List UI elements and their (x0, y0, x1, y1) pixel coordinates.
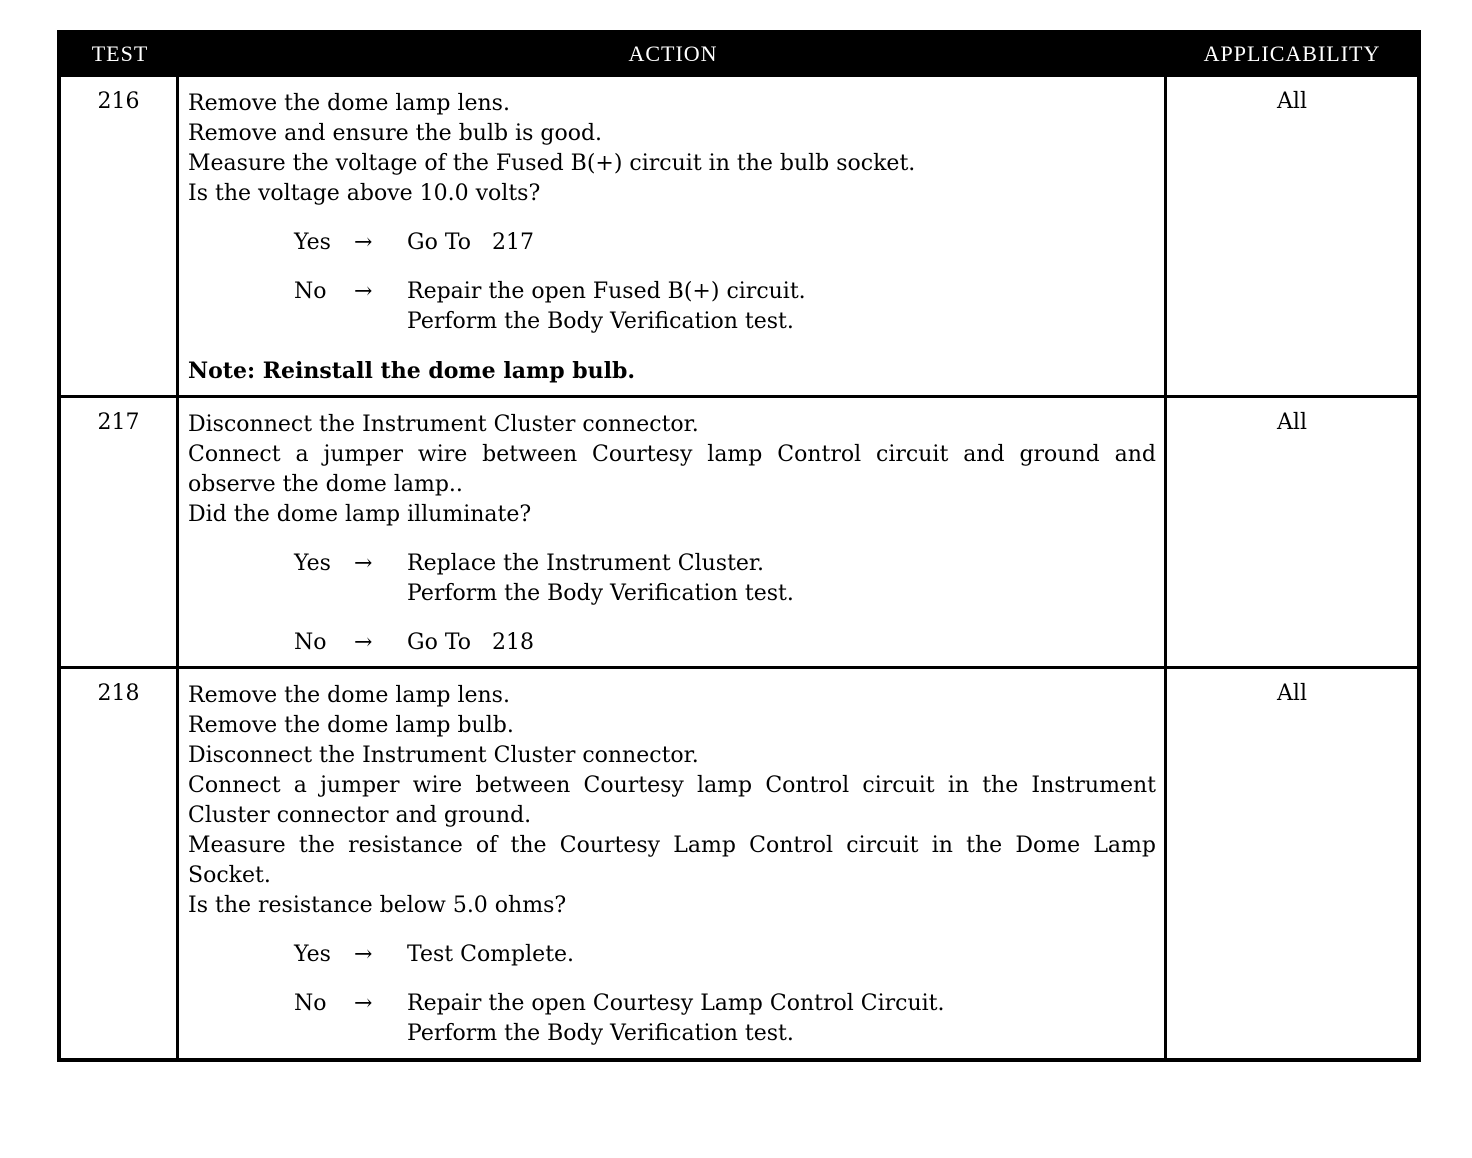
result-line: Go To 218 (407, 630, 534, 655)
yes-label: Yes (294, 551, 331, 576)
result-line: Replace the Instrument Cluster. (407, 551, 765, 576)
yes-result (407, 228, 1156, 258)
applicability-value: All (1277, 681, 1307, 706)
action-line: Disconnect the Instrument Cluster connector. (188, 412, 699, 437)
result-line: Perform the Body Verification test. (407, 309, 794, 334)
arrow-icon: → (354, 279, 373, 304)
no-label: No (294, 279, 327, 304)
action-line: Remove the dome lamp bulb. (188, 713, 514, 738)
arrow-icon: → (354, 630, 373, 655)
no-result (407, 628, 1156, 658)
test-number: 218 (61, 669, 179, 1058)
action-cell (179, 77, 1167, 395)
yes-branch (188, 549, 1156, 609)
test-number: 217 (61, 398, 179, 666)
table-row (61, 666, 1417, 1058)
action-cell (179, 398, 1167, 666)
no-branch (188, 989, 1156, 1049)
arrow-icon: → (354, 551, 373, 576)
header-applicability: APPLICABILITY (1203, 41, 1381, 66)
action-line: Is the resistance below 5.0 ohms? (188, 893, 567, 918)
action-line: Did the dome lamp illuminate? (188, 502, 532, 527)
yes-label: Yes (294, 942, 331, 967)
yes-branch (188, 940, 1156, 970)
arrow-icon: → (354, 230, 373, 255)
yes-result (407, 549, 1156, 609)
applicability-value: All (1277, 89, 1307, 114)
action-line: Disconnect the Instrument Cluster connector. (188, 743, 699, 768)
diagnostic-table (57, 30, 1421, 1062)
no-label: No (294, 991, 327, 1016)
action-line: Connect a jumper wire between Courtesy lamp Control circuit in the Instrument Cluster connector and ground. (188, 773, 1156, 828)
yes-branch (188, 228, 1156, 258)
action-cell (179, 669, 1167, 1058)
no-branch (188, 628, 1156, 658)
result-line: Perform the Body Verification test. (407, 581, 794, 606)
action-line: Remove and ensure the bulb is good. (188, 121, 603, 146)
result-line: Go To 217 (407, 230, 534, 255)
header-test: TEST (91, 41, 149, 66)
arrow-icon: → (354, 991, 373, 1016)
no-result (407, 989, 1156, 1049)
table-row (61, 74, 1417, 395)
arrow-icon: → (354, 942, 373, 967)
table-row (61, 395, 1417, 666)
applicability-value: All (1277, 410, 1307, 435)
action-line: Is the voltage above 10.0 volts? (188, 181, 541, 206)
result-line: Test Complete. (407, 942, 575, 967)
test-number: 216 (61, 77, 179, 395)
result-line: Repair the open Courtesy Lamp Control Circuit. (407, 991, 945, 1016)
header-action: ACTION (628, 41, 718, 66)
yes-result (407, 940, 1156, 970)
no-branch (188, 277, 1156, 337)
no-result (407, 277, 1156, 337)
action-line: Remove the dome lamp lens. (188, 683, 510, 708)
result-line: Repair the open Fused B(+) circuit. (407, 279, 806, 304)
action-line: Remove the dome lamp lens. (188, 91, 510, 116)
yes-label: Yes (294, 230, 331, 255)
action-line: Connect a jumper wire between Courtesy lamp Control circuit and ground and observe the dome lamp.. (188, 442, 1156, 497)
table-header (61, 34, 1417, 74)
note-text: Note: Reinstall the dome lamp bulb. (188, 358, 636, 384)
result-line: Perform the Body Verification test. (407, 1021, 794, 1046)
action-line: Measure the voltage of the Fused B(+) circuit in the bulb socket. (188, 151, 916, 176)
action-line: Measure the resistance of the Courtesy Lamp Control circuit in the Dome Lamp Socket. (188, 833, 1156, 888)
no-label: No (294, 630, 327, 655)
